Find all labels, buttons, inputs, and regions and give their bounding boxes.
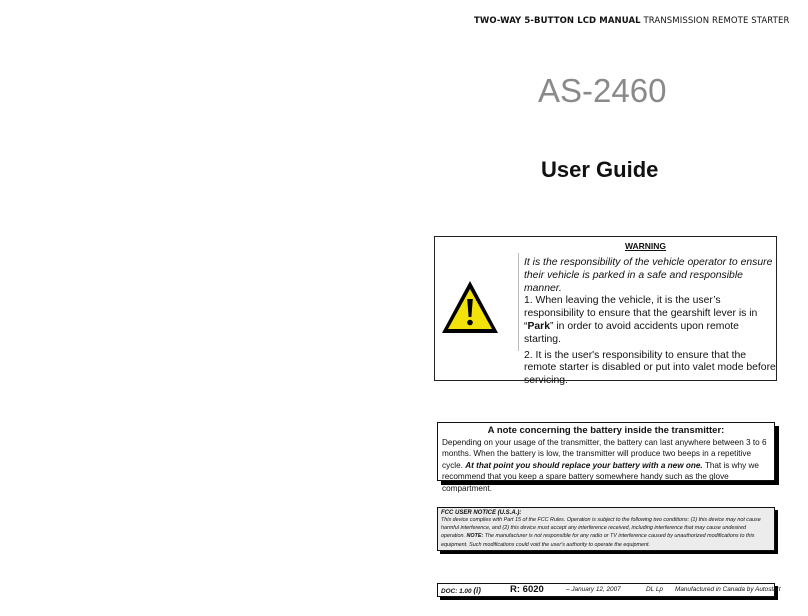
page-title: User Guide xyxy=(541,157,659,182)
fcc-text-start: This device complies with Part 15 of the FCC Rules. Operation is subject to the following two conditions: (1) this device may not cause harmful interference, and (2) this device must accept any interference received, including interference that may cause undesired operation. xyxy=(441,517,761,540)
manufacturer-note: Manufactured in Canada by Autostart xyxy=(675,586,781,593)
doc-version xyxy=(441,586,481,595)
warning-item-1-start: 1. When leaving the vehicle, it is the user’s responsibility to ensure that the gearshift lever is in “ xyxy=(524,295,758,332)
warning-item-1-end: ” in order to avoid accidents upon remote starting. xyxy=(524,320,739,345)
fcc-text xyxy=(441,516,771,549)
fcc-notice-box xyxy=(437,507,775,551)
document-info-bar xyxy=(437,583,781,597)
revision-number: R: 6020 xyxy=(510,584,544,595)
warning-triangle-icon xyxy=(440,279,500,335)
warning-box xyxy=(434,236,777,387)
park-label: Park xyxy=(527,320,551,332)
warning-item-2: 2. It is the user's responsibility to ensure that the remote starter is disabled or put into valet mode before servicing. xyxy=(524,349,776,387)
document-header xyxy=(474,16,794,26)
fcc-note-label: NOTE: xyxy=(466,533,484,540)
battery-note-title: A note concerning the battery inside the transmitter: xyxy=(487,425,725,436)
warning-intro: It is the responsibility of the vehicle operator to ensure their vehicle is parked in a safe and responsible manner. xyxy=(524,257,773,294)
header-bold-text: TWO-WAY 5-BUTTON LCD MANUAL xyxy=(474,16,641,26)
doc-version-label: DOC: 1.00 xyxy=(441,588,472,595)
battery-note-text xyxy=(442,437,770,494)
warning-item-1 xyxy=(524,295,776,346)
battery-note-box xyxy=(437,422,775,493)
battery-text-end: That is why we recommend that you keep a spare battery somewhere handy such as the glove compartment. xyxy=(442,460,759,493)
fcc-heading: FCC USER NOTICE (U.S.A.): xyxy=(441,510,522,516)
warning-divider xyxy=(518,253,519,351)
battery-text-emphasis: At that point you should replace your battery with a new one. xyxy=(465,460,703,470)
document-author: DL Lp xyxy=(646,586,663,593)
warning-heading: WARNING xyxy=(624,241,667,251)
header-regular-text: TRANSMISSION REMOTE STARTER xyxy=(643,16,790,26)
warning-text xyxy=(524,257,776,388)
battery-text-start: Depending on your usage of the transmitter, the battery can last anywhere between 3 to 6 months. When the battery is low, the transmitter will produce two beeps in a repetitive cycle. xyxy=(442,438,767,470)
document-date: – January 12, 2007 xyxy=(566,586,621,593)
model-number: AS-2460 xyxy=(538,72,667,109)
doc-version-suffix: (i) xyxy=(473,586,481,595)
fcc-text-end: The manufacturer is not responsible for any radio or TV interference caused by unauthorized modifications to this equipment. Such modifications could void the user's authority to operate the equipment. xyxy=(441,533,755,548)
